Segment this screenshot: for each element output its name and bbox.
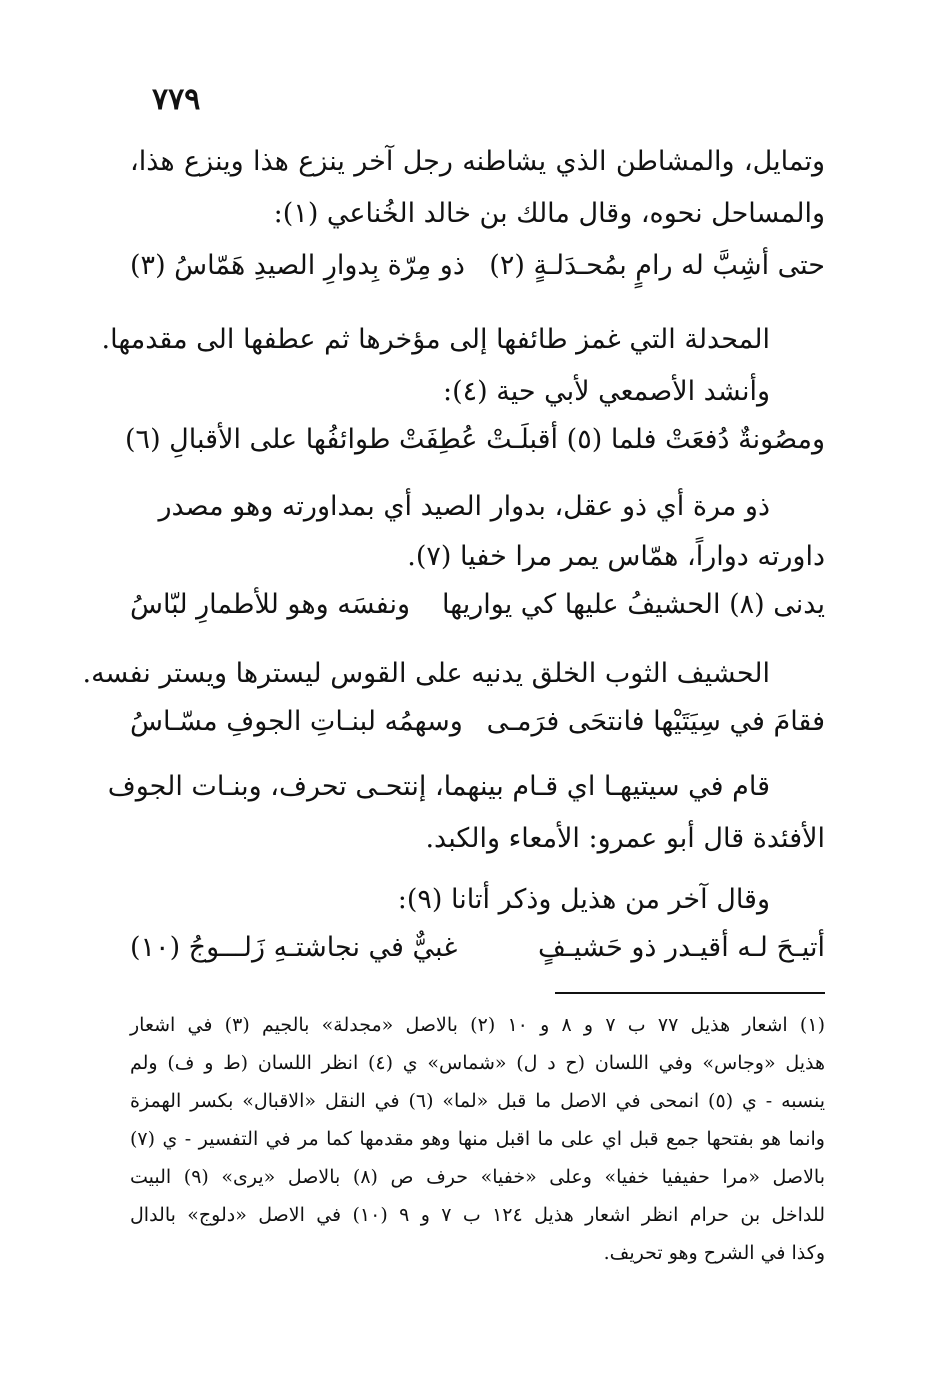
footnote-line: وكذا في الشرح وهو تحريف. bbox=[603, 1242, 825, 1264]
footnote-line: (١) اشعار هذيل ٧٧ ب ٧ و ٨ و ١٠ (٢) بالاصل «مجدلة» بالجيم (٣) في اشعار bbox=[130, 1014, 825, 1036]
verse-hemistich-second: غبيٌّ في نجاشتـهِ زَلـــوجُ (١٠) bbox=[130, 932, 458, 963]
verse-hemistich-first: يدنى (٨) الحشيفُ عليها كي يواريها bbox=[442, 589, 825, 620]
verse-line bbox=[130, 583, 825, 627]
footnote-line: للداخل بن حرام انظر اشعار هذيل ١٢٤ ب ٧ و ٩ (١٠) في الاصل «دلوج» بالدال bbox=[130, 1204, 825, 1226]
text-line: وقال آخر من هذيل وذكر أتانا (٩): bbox=[397, 884, 770, 915]
verse-hemistich-first: أتيـحَ لـه أقيـدر ذو حَشيـفٍ bbox=[538, 932, 825, 963]
text-line: وتمايل، والمشاطن الذي يشاطنه رجل آخر ينزع هذا وينزع هذا، bbox=[130, 146, 825, 177]
footnote-line: وانما هو بفتحها جمع قبل اي على ما اقبل منها وهو مقدمها كما مر في التفسير - ي (٧) bbox=[130, 1128, 825, 1150]
verse-line bbox=[125, 418, 825, 462]
text-line: الأفئدة قال أبو عمرو: الأمعاء والكبد. bbox=[425, 823, 825, 854]
footnote-line: ينسبه - ي (٥) انمحى في الاصل ما قبل «لما» (٦) في النقل «الاقبال» بكسر الهمزة bbox=[130, 1090, 825, 1112]
verse-hemistich-second: عُطِفَتْ طوائفُها على الأقبالِ (٦) bbox=[125, 424, 478, 455]
footnote-line: بالاصل «مرا حفيفيا خفيا» وعلى «خفيا» حرف ص (٨) بالاصل «يرى» (٩) البيت bbox=[130, 1166, 825, 1188]
text-line: والمساحل نحوه، وقال مالك بن خالد الخُناعي (١): bbox=[273, 198, 825, 229]
text-line: المحدلة التي غمز طائفها إلى مؤخرها ثم عطفها الى مقدمها. bbox=[101, 324, 770, 355]
verse-line bbox=[130, 244, 825, 288]
verse-hemistich-second: ذو مِرّة بِدوارِ الصيدِ هَمّاسُ (٣) bbox=[130, 250, 465, 281]
verse-hemistich-first: ومصُونةٌ دُفعَتْ فلما (٥) أقبلَـتْ bbox=[486, 424, 825, 455]
footnote-line: هذيل «وجاس» وفي اللسان (ح د ل) «شماس» ي (٤) انظر اللسان (ط و ف) ولم bbox=[130, 1052, 825, 1074]
verse-line bbox=[130, 926, 825, 970]
verse-hemistich-second: وسهمُه لبنـاتِ الجوفِ مسّـاسُ bbox=[130, 706, 463, 737]
verse-hemistich-first: حتى أشِبَّ له رامٍ بمُحـدَلـةٍ (٢) bbox=[489, 250, 825, 281]
footnote-separator bbox=[555, 992, 825, 994]
verse-hemistich-first: فقامَ في سِيَتَيْها فانتحَى فرَمـى bbox=[486, 706, 825, 737]
page-number: ٧٧٩ bbox=[152, 82, 201, 117]
text-line: وأنشد الأصمعي لأبي حية (٤): bbox=[442, 376, 770, 407]
text-line: ذو مرة أي ذو عقل، بدوار الصيد أي بمداورته وهو مصدر bbox=[158, 491, 770, 522]
verse-hemistich-second: ونفسَه وهو للأطمارِ لبّاسُ bbox=[130, 589, 411, 620]
verse-line bbox=[130, 700, 825, 744]
text-line: قام في سيتيهـا اي قـام بينهما، إنتحـى تحرف، وبنـات الجوف bbox=[107, 771, 770, 802]
text-line: الحشيف الثوب الخلق يدنيه على القوس ليسترها ويستر نفسه. bbox=[82, 658, 770, 689]
text-line: داورته دواراً، همّاس يمر مرا خفيا (٧). bbox=[407, 541, 825, 572]
